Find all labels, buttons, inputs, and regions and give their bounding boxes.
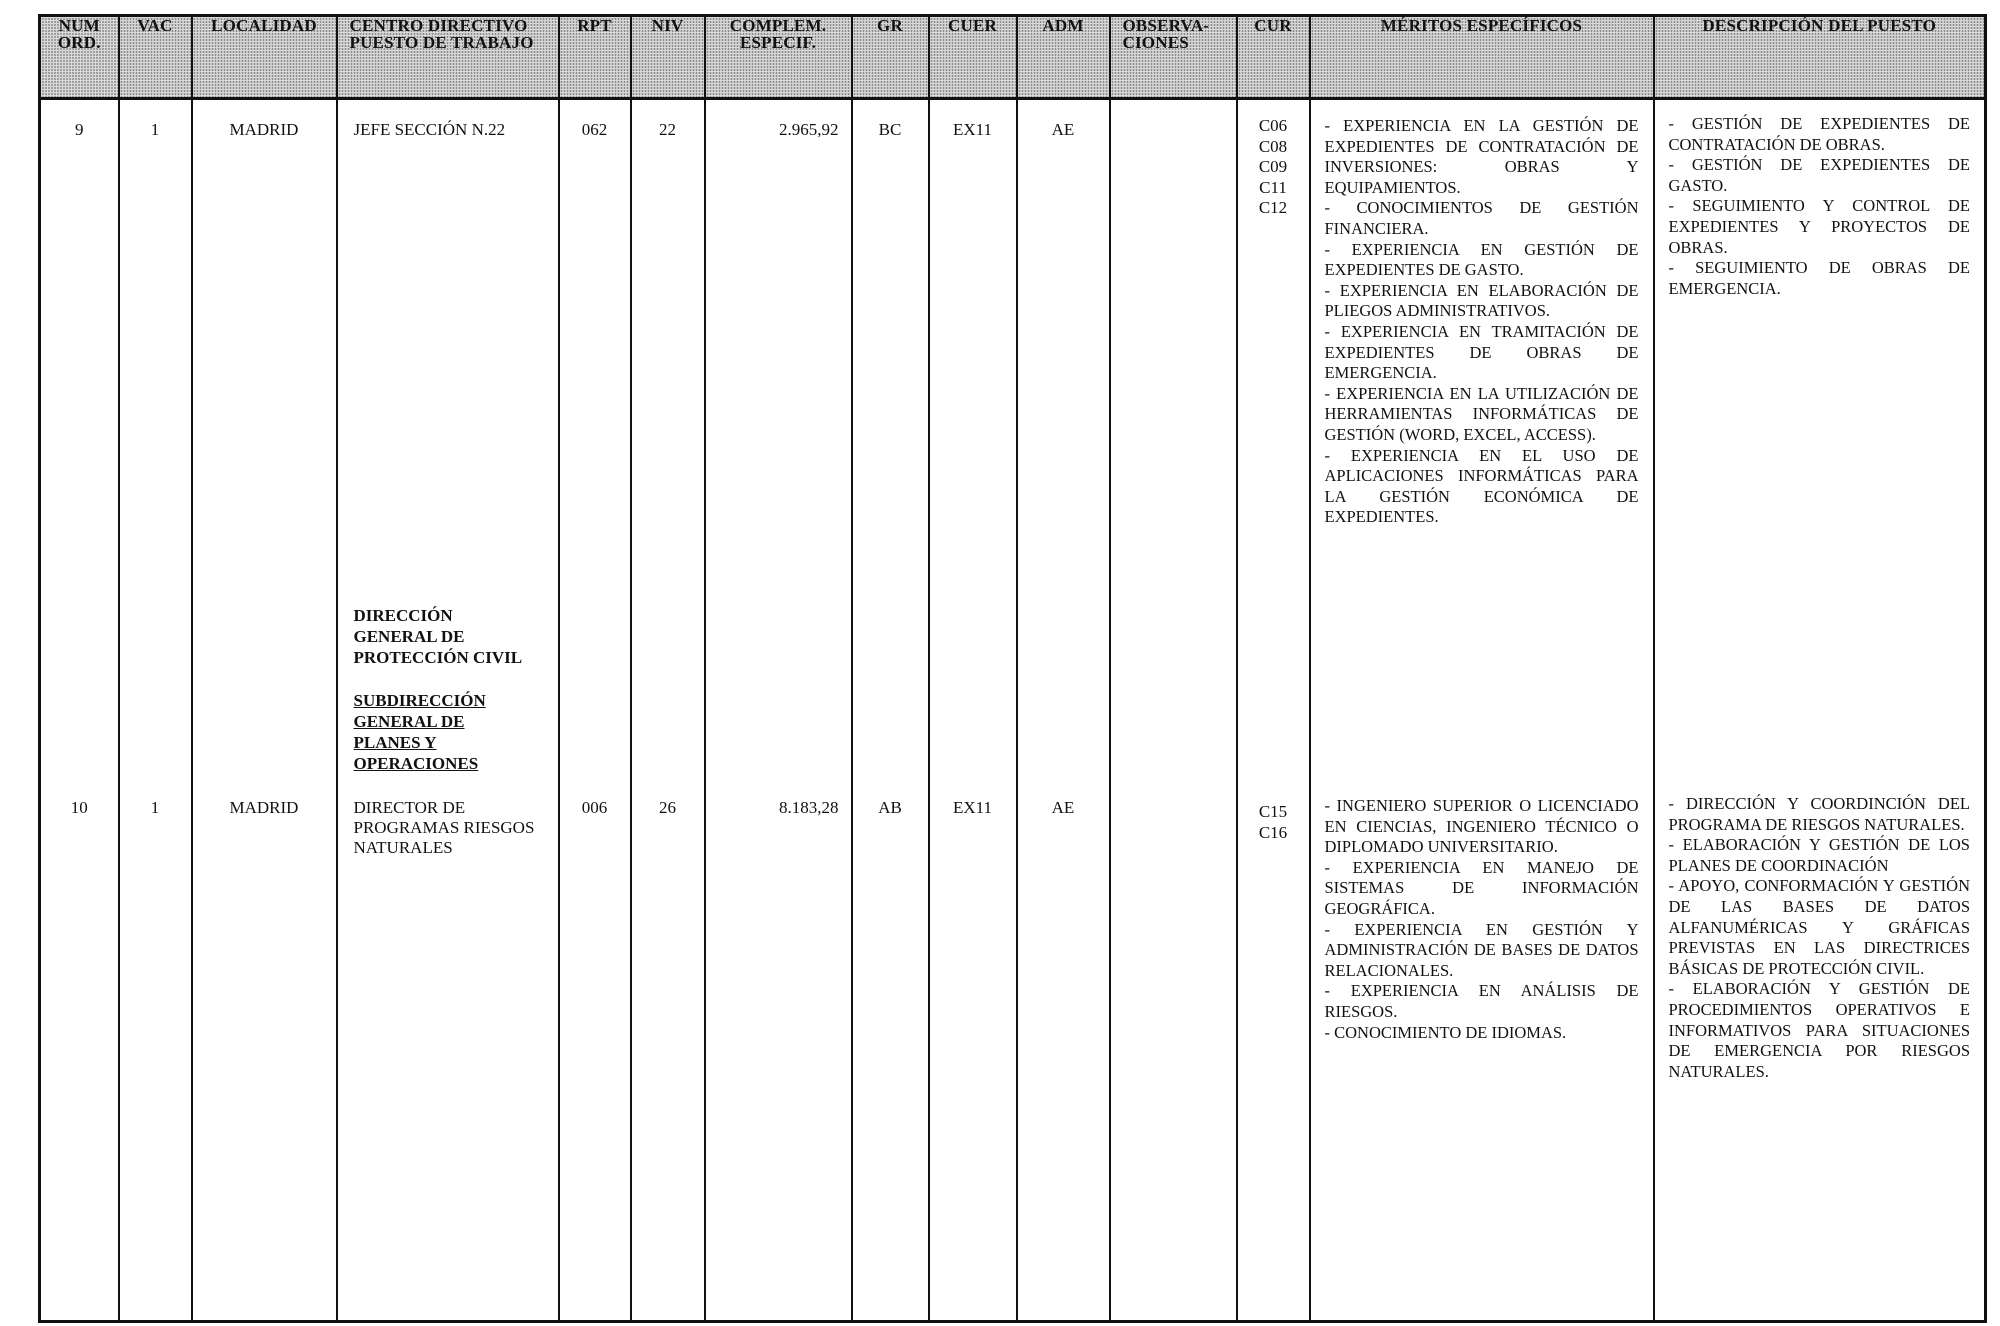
row9-num: 9 <box>75 120 84 139</box>
row10-complem: 8.183,28 <box>779 798 839 817</box>
row9-niv: 22 <box>659 120 676 139</box>
column-cur <box>1237 99 1310 1322</box>
row10-cur-item: C16 <box>1258 822 1288 842</box>
row9-merito-item: - EXPERIENCIA EN GESTIÓN DE EXPEDIENTES DE GASTO. <box>1324 239 1639 280</box>
row9-cur-item: C06 <box>1258 116 1288 135</box>
header-observaciones-line2: CIONES <box>1122 33 1189 52</box>
row9-cur-item: C09 <box>1258 157 1288 176</box>
row9-meritos <box>1325 116 1639 528</box>
header-rpt: RPT <box>559 16 631 99</box>
row9-descripcion <box>1669 114 1971 299</box>
header-meritos: MÉRITOS ESPECÍFICOS <box>1310 16 1654 99</box>
column-meritos <box>1310 99 1654 1322</box>
row9-adm: AE <box>1051 120 1075 139</box>
section-subdireccion-line1: SUBDIRECCIÓN <box>353 691 486 710</box>
row10-descripcion-item: - ELABORACIÓN Y GESTIÓN DE PROCEDIMIENTOS OPERATIVOS E INFORMATIVOS PARA SITUACIONES DE EMERGENCIA POR RIESGOS NATURALES. <box>1668 979 1970 1081</box>
row10-niv: 26 <box>659 798 676 817</box>
row9-cuer: EX11 <box>952 120 993 139</box>
row9-cur-item: C08 <box>1258 136 1288 156</box>
section-subdireccion-line4: OPERACIONES <box>353 754 479 773</box>
column-niv <box>631 99 705 1322</box>
column-adm <box>1017 99 1110 1322</box>
row10-localidad: MADRID <box>229 798 299 817</box>
row10-num: 10 <box>70 798 88 817</box>
row10-meritos <box>1325 796 1639 1043</box>
section-direccion-general <box>354 605 552 668</box>
header-niv: NIV <box>631 16 705 99</box>
row9-vac: 1 <box>150 120 160 139</box>
row10-puesto-line3: NATURALES <box>353 838 453 857</box>
row9-cur-list <box>1238 116 1309 219</box>
section-subdireccion-general <box>354 690 552 774</box>
vacancy-table <box>38 14 1987 1323</box>
row9-descripcion-item: - SEGUIMIENTO DE OBRAS DE EMERGENCIA. <box>1668 258 1970 298</box>
column-centro-puesto <box>337 99 559 1322</box>
row10-descripcion-item: - APOYO, CONFORMACIÓN Y GESTIÓN DE LAS BASES DE DATOS ALFANUMÉRICAS Y GRÁFICAS PREVISTAS EN LAS DIRECTRICES BÁSICAS DE PROTECCIÓN CIVIL. <box>1668 876 1970 978</box>
row10-descripcion <box>1669 794 1971 1082</box>
row10-merito-item: - EXPERIENCIA EN GESTIÓN Y ADMINISTRACIÓN DE BASES DE DATOS RELACIONALES. <box>1324 919 1639 980</box>
row10-rpt: 006 <box>581 798 608 817</box>
row10-descripcion-item: - DIRECCIÓN Y COORDINCIÓN DEL PROGRAMA DE RIESGOS NATURALES. <box>1668 794 1970 834</box>
row9-descripcion-item: - SEGUIMIENTO Y CONTROL DE EXPEDIENTES Y PROYECTOS DE OBRAS. <box>1668 196 1970 257</box>
header-observaciones <box>1110 16 1237 99</box>
section-direccion-line2: GENERAL DE <box>353 627 465 646</box>
column-num-ord <box>40 99 119 1322</box>
row9-merito-item: - CONOCIMIENTOS DE GESTIÓN FINANCIERA. <box>1324 198 1639 238</box>
header-gr: GR <box>852 16 929 99</box>
header-complem <box>705 16 852 99</box>
section-direccion-line3: PROTECCIÓN CIVIL <box>353 648 523 667</box>
header-row <box>40 16 1986 99</box>
row10-merito-item: - CONOCIMIENTO DE IDIOMAS. <box>1324 1022 1567 1042</box>
row10-puesto <box>338 798 558 858</box>
row9-merito-item: - EXPERIENCIA EN TRAMITACIÓN DE EXPEDIENTES DE OBRAS DE EMERGENCIA. <box>1324 321 1639 383</box>
row10-puesto-line2: PROGRAMAS RIESGOS <box>353 818 535 837</box>
section-subdireccion-line2: GENERAL DE <box>353 712 465 731</box>
column-gr <box>852 99 929 1322</box>
row9-merito-item: - EXPERIENCIA EN ELABORACIÓN DE PLIEGOS ADMINISTRATIVOS. <box>1324 280 1639 321</box>
column-descripcion <box>1654 99 1986 1322</box>
header-observaciones-line1: OBSERVA- <box>1122 16 1210 35</box>
row9-merito-item: - EXPERIENCIA EN EL USO DE APLICACIONES INFORMÁTICAS PARA LA GESTIÓN ECONÓMICA DE EXPEDIENTES. <box>1324 445 1639 527</box>
row9-puesto <box>338 120 558 140</box>
row9-merito-item: - EXPERIENCIA EN LA GESTIÓN DE EXPEDIENTES DE CONTRATACIÓN DE INVERSIONES: OBRAS Y EQUIPAMIENTOS. <box>1324 116 1639 197</box>
row10-cur-list <box>1238 802 1309 843</box>
header-complem-line1: COMPLEM. <box>729 16 827 35</box>
row10-descripcion-item: - ELABORACIÓN Y GESTIÓN DE LOS PLANES DE COORDINACIÓN <box>1668 835 1970 875</box>
column-cuer <box>929 99 1017 1322</box>
column-localidad <box>192 99 337 1322</box>
row10-cuer: EX11 <box>952 798 993 817</box>
column-rpt <box>559 99 631 1322</box>
header-vac: VAC <box>119 16 192 99</box>
column-observaciones <box>1110 99 1237 1322</box>
row9-complem: 2.965,92 <box>779 120 839 139</box>
row9-puesto-line: JEFE SECCIÓN N.22 <box>353 120 506 139</box>
header-localidad: LOCALIDAD <box>192 16 337 99</box>
row10-merito-item: - EXPERIENCIA EN ANÁLISIS DE RIESGOS. <box>1324 981 1639 1021</box>
row10-gr: AB <box>878 798 902 817</box>
header-centro-line2: PUESTO DE TRABAJO <box>349 33 534 52</box>
row9-descripcion-item: - GESTIÓN DE EXPEDIENTES DE CONTRATACIÓN DE OBRAS. <box>1668 114 1970 154</box>
header-centro-line1: CENTRO DIRECTIVO <box>349 16 528 35</box>
row9-merito-item: - EXPERIENCIA EN LA UTILIZACIÓN DE HERRAMIENTAS INFORMÁTICAS DE GESTIÓN (WORD, EXCEL, ACCESS). <box>1324 383 1639 444</box>
section-direccion-line1: DIRECCIÓN <box>353 606 453 625</box>
column-complem <box>705 99 852 1322</box>
row10-vac: 1 <box>150 798 160 817</box>
header-descripcion: DESCRIPCIÓN DEL PUESTO <box>1654 16 1986 99</box>
column-vac <box>119 99 192 1322</box>
row9-localidad: MADRID <box>229 120 299 139</box>
row10-merito-item: - INGENIERO SUPERIOR O LICENCIADO EN CIENCIAS, INGENIERO TÉCNICO O DIPLOMADO UNIVERSITARIO. <box>1324 796 1639 857</box>
header-num-line1: NUM <box>58 16 100 35</box>
header-adm: ADM <box>1017 16 1110 99</box>
vacancy-table-sheet <box>38 14 1984 1322</box>
section-subdireccion-line3: PLANES Y <box>353 733 437 752</box>
row10-merito-item: - EXPERIENCIA EN MANEJO DE SISTEMAS DE INFORMACIÓN GEOGRÁFICA. <box>1324 857 1639 918</box>
row10-adm: AE <box>1051 798 1075 817</box>
header-num-ord <box>40 16 119 99</box>
row9-gr: BC <box>878 120 902 139</box>
header-cur: CUR <box>1237 16 1310 99</box>
row9-cur-item: C11 <box>1259 177 1287 197</box>
header-centro-directivo <box>337 16 559 99</box>
header-complem-line2: ESPECIF. <box>739 33 817 52</box>
row9-descripcion-item: - GESTIÓN DE EXPEDIENTES DE GASTO. <box>1668 155 1970 195</box>
table-body-row <box>40 99 1986 1322</box>
row9-cur-item: C12 <box>1258 198 1288 217</box>
header-cuer: CUER <box>929 16 1017 99</box>
row10-cur-item: C15 <box>1258 802 1288 821</box>
row10-puesto-line1: DIRECTOR DE <box>353 798 466 817</box>
row9-rpt: 062 <box>581 120 608 139</box>
header-num-line2: ORD. <box>57 33 101 52</box>
